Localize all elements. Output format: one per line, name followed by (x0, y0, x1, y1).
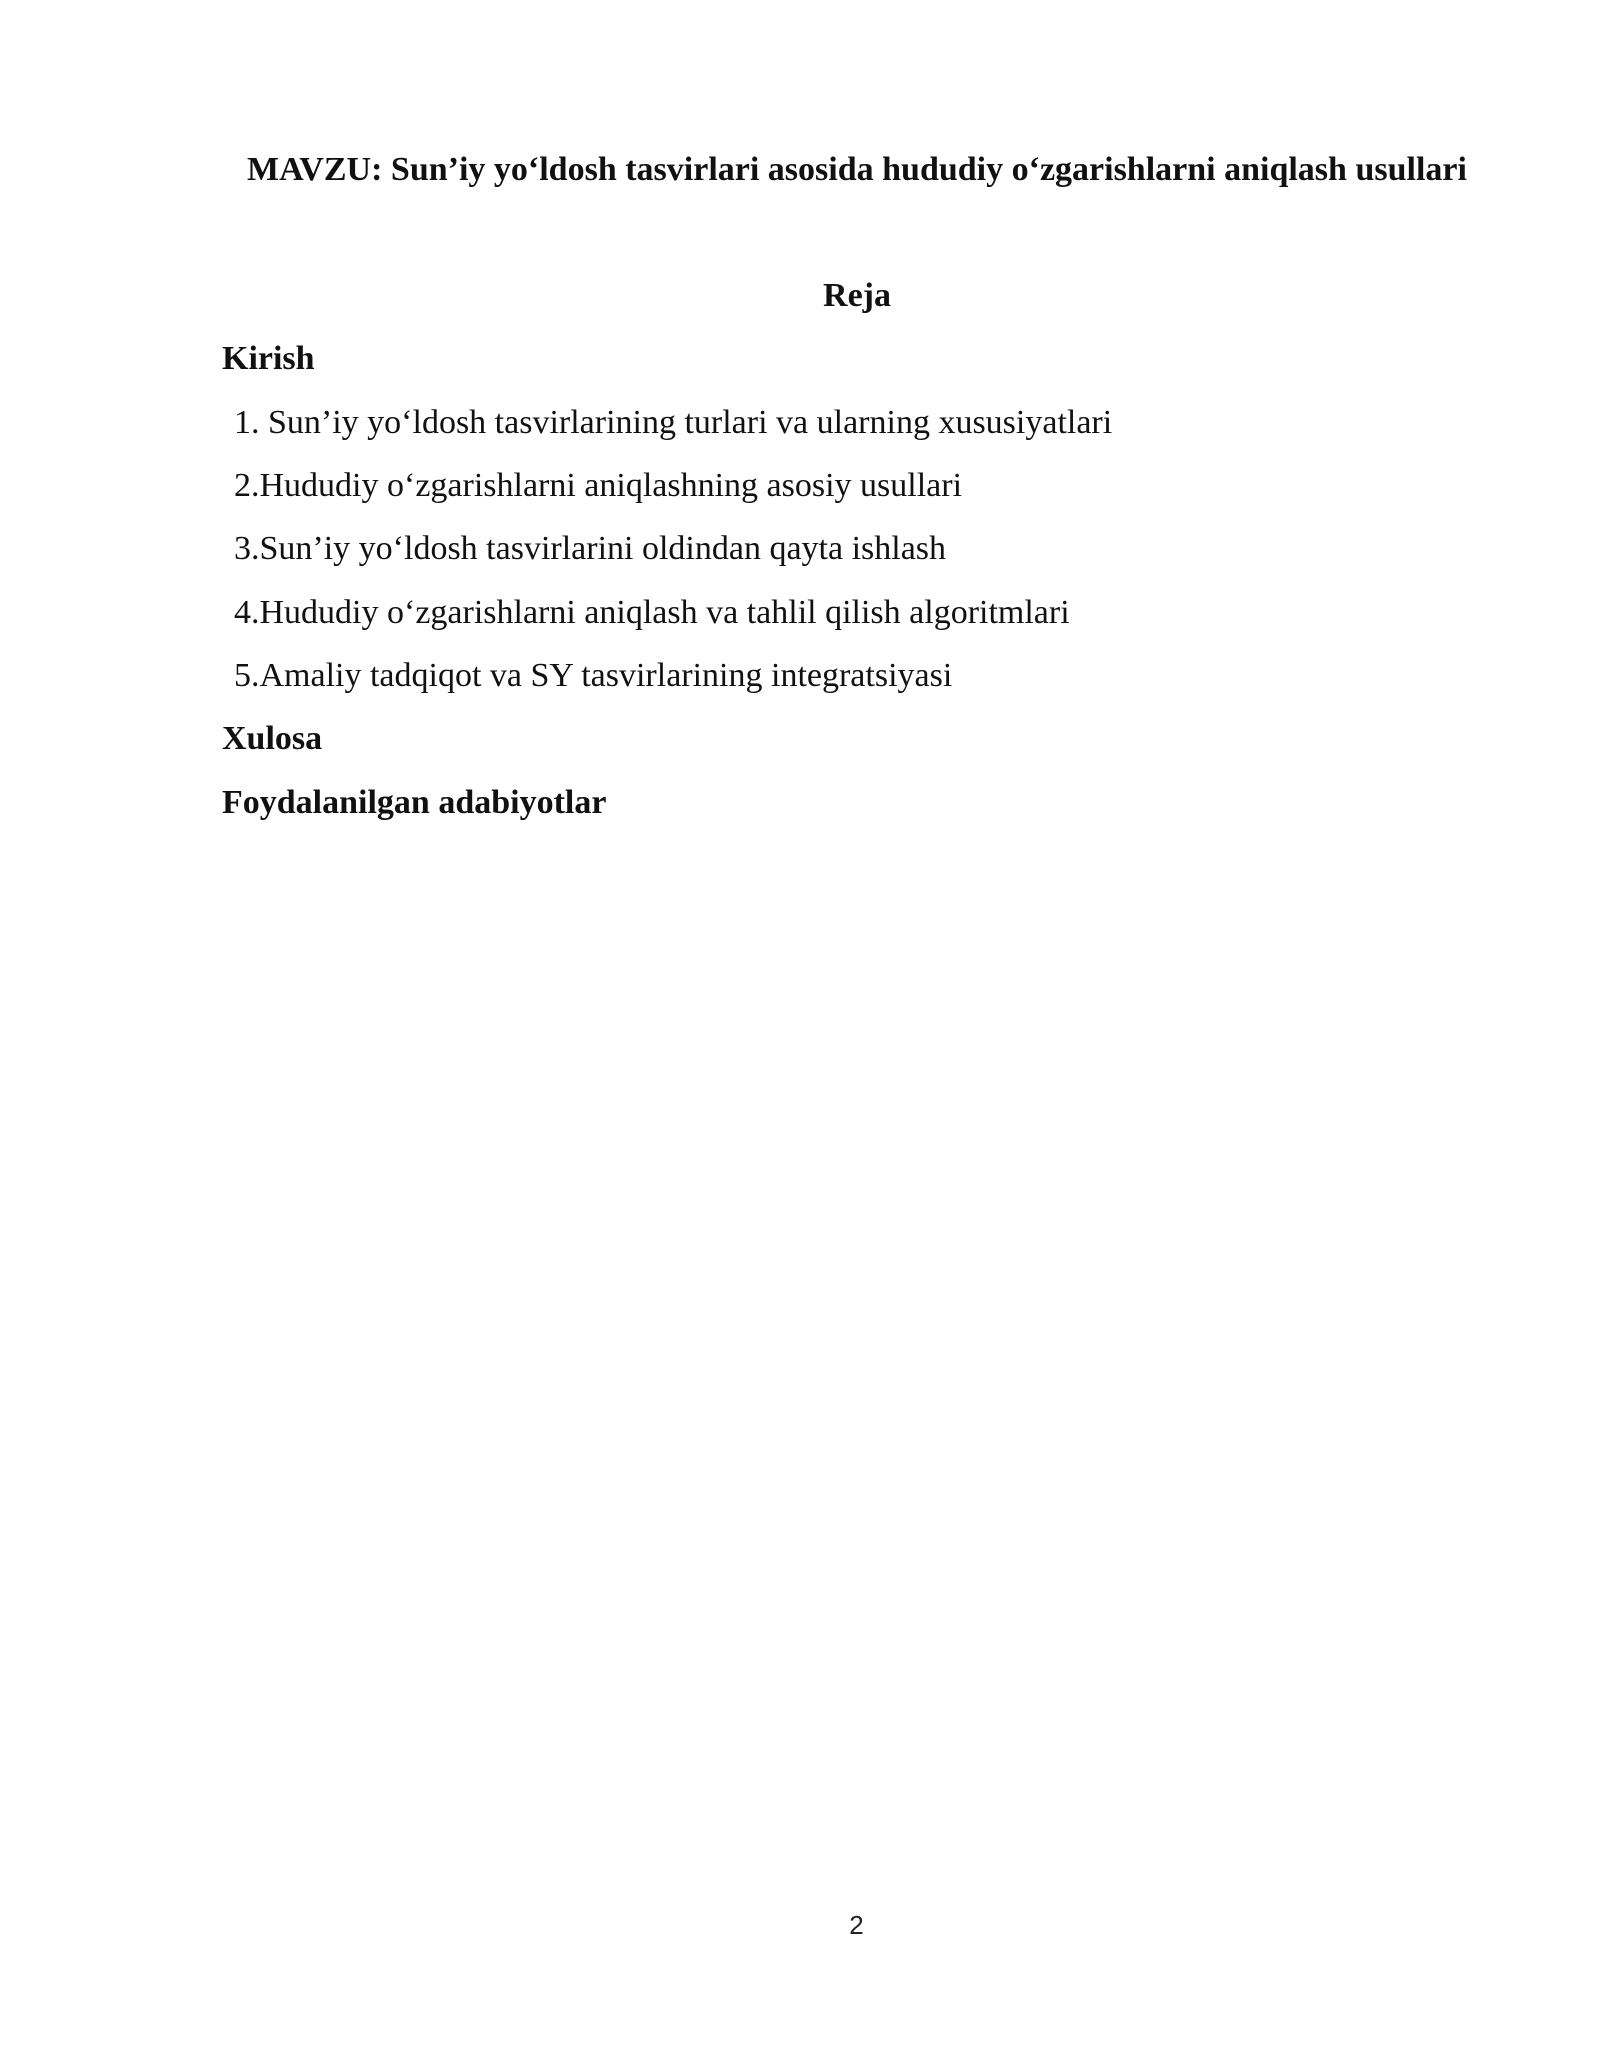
plan-item-3: 3.Sun’iy yo‘ldosh tasvirlarini oldindan qayta ishlash (234, 530, 947, 567)
document-title: MAVZU: Sun’iy yo‘ldosh tasvirlari asosida hududiy o‘zgarishlarni aniqlash usullari (247, 151, 1467, 188)
plan-item-2: 2.Hududiy o‘zgarishlarni aniqlashning asosiy usullari (234, 467, 963, 504)
plan-heading: Reja (823, 277, 891, 314)
plan-item-5: 5.Amaliy tadqiqot va SY tasvirlarining integratsiyasi (234, 657, 953, 694)
plan-item-1: 1. Sun’iy yo‘ldosh tasvirlarining turlari va ularning xususiyatlari (234, 404, 1113, 441)
section-intro: Kirish (222, 340, 315, 377)
section-conclusion: Xulosa (222, 720, 323, 757)
plan-item-4: 4.Hududiy o‘zgarishlarni aniqlash va tahlil qilish algoritmlari (234, 594, 1070, 631)
page-number: 2 (849, 1910, 864, 1940)
section-references: Foydalanilgan adabiyotlar (222, 784, 607, 821)
